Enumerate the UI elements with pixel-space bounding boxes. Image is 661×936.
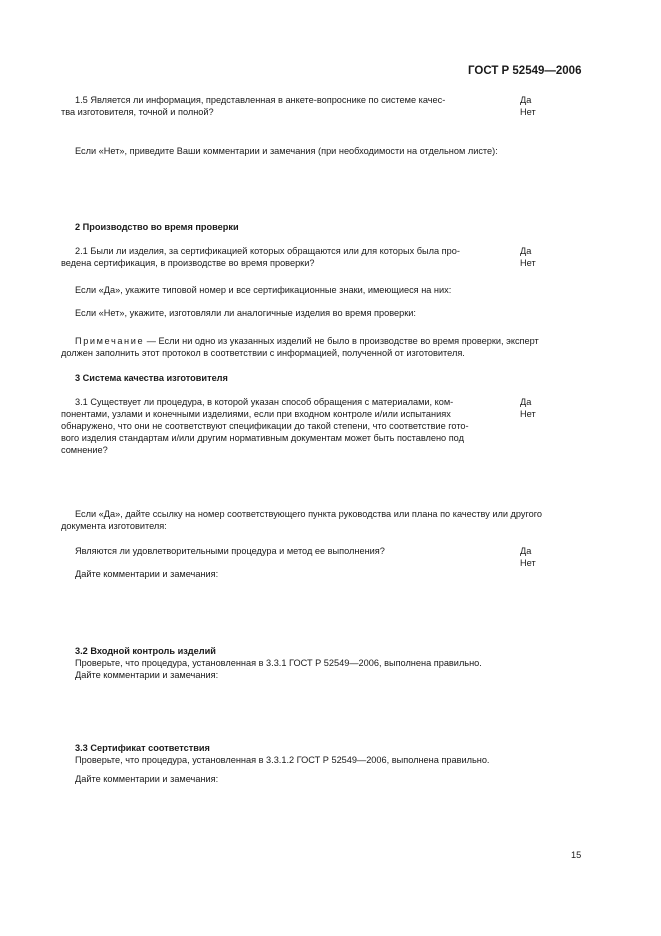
section-3-2-title: 3.2 Входной контроль изделий <box>75 646 216 656</box>
section-3-2-check: Проверьте, что процедура, установленная в 3.3.1 ГОСТ Р 52549—2006, выполнена правильно. <box>75 658 482 668</box>
answer-yes-2-1: Да <box>520 246 532 256</box>
question-3-1-line5: сомнение? <box>61 445 108 455</box>
section-3-3-check: Проверьте, что процедура, установленная в 3.3.1.2 ГОСТ Р 52549—2006, выполнена правильно. <box>75 755 490 765</box>
if-no-comments: Если «Нет», приведите Ваши комментарии и замечания (при необходимости на отдельном листе): <box>75 146 498 156</box>
if-yes-reference-line2: документа изготовителя: <box>61 521 167 531</box>
note-text: — Если ни одно из указанных изделий не было в производстве во время проверки, эксперт <box>144 336 539 346</box>
question-3-1-line1: 3.1 Существует ли процедура, в которой указан способ обращения с материалами, ком- <box>75 397 454 407</box>
note-line1 <box>75 335 539 347</box>
if-no-similar-products: Если «Нет», укажите, изготовляли ли аналогичные изделия во время проверки: <box>75 308 416 318</box>
question-3-1-line3: обнаружено, что они не соответствуют спецификации до такой степени, что соответствие гото- <box>61 421 469 431</box>
comments-prompt-3-3: Дайте комментарии и замечания: <box>75 774 219 784</box>
answer-no-1-5: Нет <box>520 107 536 117</box>
question-3-1-line4: вого изделия стандартам и/или другим нормативным документам может быть поставлено под <box>61 433 464 443</box>
note-line2: должен заполнить этот протокол в соответствии с информацией, полученной от изготовителя. <box>61 348 465 358</box>
satisfactory-question: Являются ли удовлетворительными процедура и метод ее выполнения? <box>75 546 385 556</box>
answer-yes-3-1: Да <box>520 397 532 407</box>
note-label: Примечание <box>75 336 145 346</box>
question-3-1-line2: понентами, узлами и конечными изделиями, если при входном контроле и/или испытаниях <box>61 409 451 419</box>
answer-no-3-1: Нет <box>520 409 536 419</box>
section-3-title: 3 Система качества изготовителя <box>75 373 228 383</box>
question-1-5-line2: тва изготовителя, точной и полной? <box>61 107 214 117</box>
document-header: ГОСТ Р 52549—2006 <box>468 65 582 77</box>
if-yes-reference-line1: Если «Да», дайте ссылку на номер соответствующего пункта руководства или плана по качеству или другого <box>75 509 543 519</box>
if-yes-type-number: Если «Да», укажите типовой номер и все сертификационные знаки, имеющиеся на них: <box>75 285 452 295</box>
answer-yes-1-5: Да <box>520 95 532 105</box>
comments-prompt-3-1: Дайте комментарии и замечания: <box>75 569 219 579</box>
section-3-3-title: 3.3 Сертификат соответствия <box>75 743 210 753</box>
answer-no-2-1: Нет <box>520 258 536 268</box>
answer-yes-satisfactory: Да <box>520 546 532 556</box>
section-2-title: 2 Производство во время проверки <box>75 222 239 232</box>
comments-prompt-3-2: Дайте комментарии и замечания: <box>75 670 219 680</box>
answer-no-satisfactory: Нет <box>520 558 536 568</box>
question-1-5-line1: 1.5 Является ли информация, представленная в анкете-вопроснике по системе качес- <box>75 95 446 105</box>
question-2-1-line2: ведена сертификация, в производстве во время проверки? <box>61 258 315 268</box>
page-number: 15 <box>571 850 582 860</box>
question-2-1-line1: 2.1 Были ли изделия, за сертификацией которых обращаются или для которых была про- <box>75 246 460 256</box>
